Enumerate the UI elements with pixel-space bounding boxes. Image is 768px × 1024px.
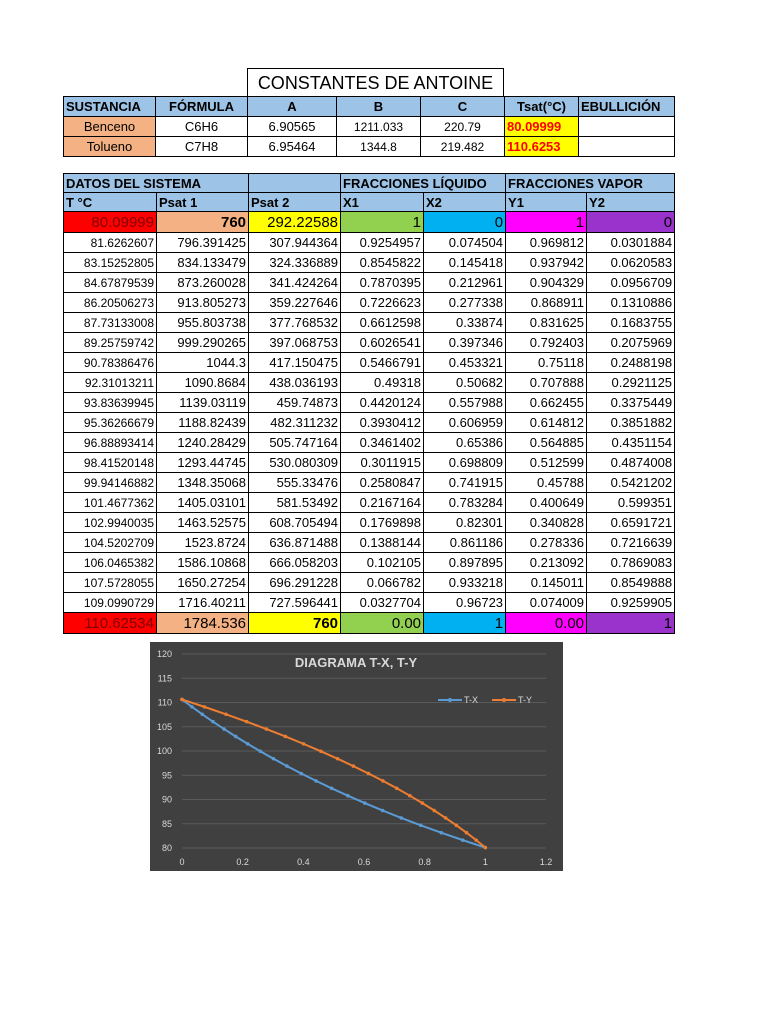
psat2-cell[interactable]: 666.058203	[249, 553, 341, 573]
x-tick-label: 0.4	[297, 857, 310, 867]
x1-cell[interactable]: 0.7870395	[341, 273, 424, 293]
legend-tx-label: T-X	[464, 695, 479, 705]
t-x-point	[346, 794, 350, 798]
t-y-point	[265, 727, 269, 731]
x2-cell[interactable]: 0.933218	[424, 573, 506, 593]
table-row	[64, 593, 675, 613]
t-y-point	[319, 749, 323, 753]
x1-cell[interactable]: 0.066782	[341, 573, 424, 593]
y2-cell[interactable]: 0.8549888	[587, 573, 675, 593]
t-y-point	[432, 809, 436, 813]
t-cell[interactable]: 92.31013211	[64, 373, 157, 393]
psat2-cell[interactable]: 324.336889	[249, 253, 341, 273]
ebullicion-cell[interactable]	[579, 117, 675, 137]
x1-cell[interactable]: 0.0327704	[341, 593, 424, 613]
y1-cell[interactable]: 0.75118	[506, 353, 587, 373]
y2-cell[interactable]: 0.5421202	[587, 473, 675, 493]
psat1-cell[interactable]: 955.803738	[157, 313, 249, 333]
x2-cell[interactable]: 0.145418	[424, 253, 506, 273]
col-sustancia: SUSTANCIA	[64, 97, 156, 117]
x1-cell[interactable]: 0.00	[341, 613, 424, 634]
t-y-point	[180, 698, 184, 702]
t-cell[interactable]: 98.41520148	[64, 453, 157, 473]
table-row	[64, 513, 675, 533]
psat1-cell[interactable]: 999.290265	[157, 333, 249, 353]
y1-cell[interactable]: 0.831625	[506, 313, 587, 333]
a-cell[interactable]: 6.95464	[248, 137, 337, 157]
x1-cell[interactable]: 0.1769898	[341, 513, 424, 533]
formula-cell[interactable]: C7H8	[156, 137, 248, 157]
x-tick-label: 0.8	[418, 857, 431, 867]
t-y-point	[381, 779, 385, 783]
y2-cell[interactable]: 0.7869083	[587, 553, 675, 573]
t-cell[interactable]: 86.20506273	[64, 293, 157, 313]
y1-cell[interactable]: 0.145011	[506, 573, 587, 593]
x2-cell[interactable]: 0.861186	[424, 533, 506, 553]
col-c: C	[421, 97, 505, 117]
t-y-point	[395, 786, 399, 790]
table-row	[64, 533, 675, 553]
x1-cell[interactable]: 0.3011915	[341, 453, 424, 473]
x-tick-label: 0.2	[236, 857, 249, 867]
antoine-title: CONSTANTES DE ANTOINE	[247, 68, 504, 97]
table-row	[64, 353, 675, 373]
psat2-cell[interactable]: 530.080309	[249, 453, 341, 473]
col-ebullicion: EBULLICIÓN	[579, 97, 675, 117]
psat1-cell[interactable]: 1463.52575	[157, 513, 249, 533]
x-tick-label: 0	[179, 857, 185, 867]
t-y-point	[284, 735, 288, 739]
tsat-cell[interactable]: 110.6253	[505, 137, 579, 157]
y2-cell[interactable]: 0.599351	[587, 493, 675, 513]
psat1-cell[interactable]: 1586.10868	[157, 553, 249, 573]
antoine-row-benceno	[64, 117, 675, 137]
t-cell[interactable]: 90.78386476	[64, 353, 157, 373]
table-row	[64, 473, 675, 493]
y1-cell[interactable]: 0.45788	[506, 473, 587, 493]
psat2-cell[interactable]: 608.705494	[249, 513, 341, 533]
t-cell[interactable]: 101.4677362	[64, 493, 157, 513]
table-row	[64, 333, 675, 353]
y1-cell[interactable]: 0.937942	[506, 253, 587, 273]
y2-cell[interactable]: 0.3375449	[587, 393, 675, 413]
x2-cell[interactable]: 0.65386	[424, 433, 506, 453]
psat2-cell[interactable]: 581.53492	[249, 493, 341, 513]
t-y-point	[245, 720, 249, 724]
col-b: B	[337, 97, 421, 117]
y-tick-label: 105	[156, 721, 172, 732]
t-cell[interactable]: 110.62534	[64, 613, 157, 634]
psat2-cell[interactable]: 636.871488	[249, 533, 341, 553]
psat2-cell[interactable]: 397.068753	[249, 333, 341, 353]
y1-cell[interactable]: 0.564885	[506, 433, 587, 453]
t-cell[interactable]: 106.0465382	[64, 553, 157, 573]
t-x-point	[399, 816, 403, 820]
y2-cell[interactable]: 0.2075969	[587, 333, 675, 353]
table-row	[64, 493, 675, 513]
x2-cell[interactable]: 0.606959	[424, 413, 506, 433]
y2-cell[interactable]: 0.0620583	[587, 253, 675, 273]
x2-cell[interactable]: 0.212961	[424, 273, 506, 293]
y1-cell[interactable]: 0.969812	[506, 233, 587, 253]
b-cell[interactable]: 1211.033	[337, 117, 421, 137]
t-cell[interactable]: 102.9940035	[64, 513, 157, 533]
ebullicion-cell[interactable]	[579, 137, 675, 157]
t-cell[interactable]: 107.5728055	[64, 573, 157, 593]
table-row	[64, 373, 675, 393]
y-tick-label: 95	[161, 770, 172, 781]
y2-cell[interactable]: 0.1683755	[587, 313, 675, 333]
sustancia-cell[interactable]: Benceno	[64, 117, 156, 137]
psat1-cell[interactable]: 1188.82439	[157, 413, 249, 433]
system-title-blank	[249, 174, 341, 193]
x2-cell[interactable]: 0.50682	[424, 373, 506, 393]
y1-cell[interactable]: 0.00	[506, 613, 587, 634]
y1-cell[interactable]: 0.868911	[506, 293, 587, 313]
y1-cell[interactable]: 0.792403	[506, 333, 587, 353]
table-row	[64, 253, 675, 273]
sustancia-cell[interactable]: Tolueno	[64, 137, 156, 157]
psat2-cell[interactable]: 377.768532	[249, 313, 341, 333]
x1-cell[interactable]: 0.7226623	[341, 293, 424, 313]
x1-cell[interactable]: 0.8545822	[341, 253, 424, 273]
col-psat2: Psat 2	[249, 193, 341, 212]
antoine-header-row	[64, 97, 675, 117]
t-x-point	[299, 772, 303, 776]
x1-cell[interactable]: 0.5466791	[341, 353, 424, 373]
psat1-cell[interactable]: 760	[157, 212, 249, 233]
x1-cell[interactable]: 1	[341, 212, 424, 233]
y1-cell[interactable]: 0.400649	[506, 493, 587, 513]
y2-cell[interactable]: 0.4874008	[587, 453, 675, 473]
t-cell[interactable]: 104.5202709	[64, 533, 157, 553]
psat1-cell[interactable]: 796.391425	[157, 233, 249, 253]
t-y-point	[455, 824, 459, 828]
psat2-cell[interactable]: 359.227646	[249, 293, 341, 313]
y2-cell[interactable]: 0.1310886	[587, 293, 675, 313]
psat1-cell[interactable]: 1784.536	[157, 613, 249, 634]
x1-cell[interactable]: 0.3461402	[341, 433, 424, 453]
vapor-fractions-title: FRACCIONES VAPOR	[506, 174, 675, 193]
psat2-cell[interactable]: 307.944364	[249, 233, 341, 253]
t-x-point	[381, 809, 385, 813]
legend-tx-marker	[448, 698, 452, 702]
y2-cell[interactable]: 0.0956709	[587, 273, 675, 293]
y1-cell[interactable]: 0.340828	[506, 513, 587, 533]
y2-cell[interactable]: 0.4351154	[587, 433, 675, 453]
x1-cell[interactable]: 0.102105	[341, 553, 424, 573]
x-tick-label: 0.6	[357, 857, 371, 867]
liquid-fractions-title: FRACCIONES LÍQUIDO	[341, 174, 506, 193]
tx-ty-chart[interactable]	[150, 642, 563, 871]
psat1-cell[interactable]: 1293.44745	[157, 453, 249, 473]
psat1-cell[interactable]: 1405.03101	[157, 493, 249, 513]
antoine-table	[63, 96, 675, 157]
table-row	[64, 393, 675, 413]
t-cell[interactable]: 96.88893414	[64, 433, 157, 453]
formula-cell[interactable]: C6H6	[156, 117, 248, 137]
y-tick-label: 115	[157, 673, 172, 684]
table-row	[64, 573, 675, 593]
col-psat1: Psat 1	[157, 193, 249, 212]
x2-cell[interactable]: 0.074504	[424, 233, 506, 253]
table-row	[64, 293, 675, 313]
t-y-point	[421, 801, 425, 805]
x2-cell[interactable]: 0.698809	[424, 453, 506, 473]
x2-cell[interactable]: 0.277338	[424, 293, 506, 313]
y2-cell[interactable]: 0.2921125	[587, 373, 675, 393]
t-x-point	[222, 727, 226, 731]
x1-cell[interactable]: 0.2580847	[341, 473, 424, 493]
t-x-point	[272, 757, 276, 761]
system-title: DATOS DEL SISTEMA	[64, 174, 249, 193]
table-row	[64, 433, 675, 453]
y1-cell[interactable]: 0.213092	[506, 553, 587, 573]
x2-cell[interactable]: 0.82301	[424, 513, 506, 533]
x2-cell[interactable]: 0	[424, 212, 506, 233]
col-tsat: Tsat(°C)	[505, 97, 579, 117]
tsat-cell[interactable]: 80.09999	[505, 117, 579, 137]
table-row-last	[64, 613, 675, 634]
x2-cell[interactable]: 0.33874	[424, 313, 506, 333]
y1-cell[interactable]: 0.904329	[506, 273, 587, 293]
psat1-cell[interactable]: 1650.27254	[157, 573, 249, 593]
t-y-point	[408, 794, 412, 798]
t-x-point	[190, 705, 194, 709]
y2-cell[interactable]: 0.7216639	[587, 533, 675, 553]
t-cell[interactable]: 80.09999	[64, 212, 157, 233]
x-tick-label: 1.2	[539, 857, 553, 867]
col-formula: FÓRMULA	[156, 97, 248, 117]
psat1-cell[interactable]: 1090.8684	[157, 373, 249, 393]
col-x1: X1	[341, 193, 424, 212]
c-cell[interactable]: 219.482	[421, 137, 505, 157]
t-y-point	[352, 764, 356, 768]
y2-cell[interactable]: 1	[587, 613, 675, 634]
psat1-cell[interactable]: 834.133479	[157, 253, 249, 273]
y-tick-label: 85	[161, 818, 172, 829]
t-x-point	[419, 824, 423, 828]
t-y-point	[474, 838, 478, 842]
t-x-point	[234, 735, 238, 739]
table-row	[64, 553, 675, 573]
y-tick-label: 80	[161, 843, 172, 853]
psat1-cell[interactable]: 873.260028	[157, 273, 249, 293]
x2-cell[interactable]: 0.741915	[424, 473, 506, 493]
t-x-point	[461, 838, 465, 842]
psat2-cell[interactable]: 727.596441	[249, 593, 341, 613]
psat2-cell[interactable]: 760	[249, 613, 341, 634]
y1-cell[interactable]: 0.278336	[506, 533, 587, 553]
y2-cell[interactable]: 0.2488198	[587, 353, 675, 373]
psat2-cell[interactable]: 417.150475	[249, 353, 341, 373]
t-cell[interactable]: 87.73133008	[64, 313, 157, 333]
x1-cell[interactable]: 0.49318	[341, 373, 424, 393]
chart-title: DIAGRAMA T-X, T-Y	[294, 655, 418, 670]
t-cell[interactable]: 89.25759742	[64, 333, 157, 353]
psat1-cell[interactable]: 1240.28429	[157, 433, 249, 453]
y1-cell[interactable]: 0.614812	[506, 413, 587, 433]
col-x2: X2	[424, 193, 506, 212]
y-tick-label: 100	[156, 746, 172, 756]
table-row	[64, 233, 675, 253]
y-tick-label: 90	[161, 794, 172, 805]
x2-cell[interactable]: 0.96723	[424, 593, 506, 613]
x2-cell[interactable]: 0.557988	[424, 393, 506, 413]
x2-cell[interactable]: 1	[424, 613, 506, 634]
t-cell[interactable]: 95.36266679	[64, 413, 157, 433]
t-x-point	[211, 720, 215, 724]
y-tick-label: 110	[157, 697, 172, 708]
x1-cell[interactable]: 0.1388144	[341, 533, 424, 553]
t-cell[interactable]: 84.67879539	[64, 273, 157, 293]
y1-cell[interactable]: 0.074009	[506, 593, 587, 613]
psat2-cell[interactable]: 555.33476	[249, 473, 341, 493]
col-a: A	[248, 97, 337, 117]
x-tick-label: 1	[482, 857, 488, 867]
t-cell[interactable]: 83.15252805	[64, 253, 157, 273]
system-header-row	[64, 193, 675, 212]
t-y-point	[484, 846, 488, 850]
t-y-point	[336, 757, 340, 761]
table-row	[64, 273, 675, 293]
antoine-row-tolueno	[64, 137, 675, 157]
table-row	[64, 453, 675, 473]
t-y-point	[465, 831, 469, 835]
y1-cell[interactable]: 0.512599	[506, 453, 587, 473]
t-x-point	[330, 786, 334, 790]
y1-cell[interactable]: 0.662455	[506, 393, 587, 413]
psat1-cell[interactable]: 1044.3	[157, 353, 249, 373]
x1-cell[interactable]: 0.4420124	[341, 393, 424, 413]
psat1-cell[interactable]: 1139.03119	[157, 393, 249, 413]
t-x-point	[246, 742, 250, 746]
col-y1: Y1	[506, 193, 587, 212]
legend-ty-marker	[502, 698, 506, 702]
y2-cell[interactable]: 0.9259905	[587, 593, 675, 613]
table-row	[64, 313, 675, 333]
legend-ty-label: T-Y	[518, 695, 533, 705]
t-x-point	[200, 712, 204, 716]
chart-background	[150, 642, 563, 871]
t-y-point	[367, 772, 371, 776]
x1-cell[interactable]: 0.9254957	[341, 233, 424, 253]
b-cell[interactable]: 1344.8	[337, 137, 421, 157]
t-x-point	[285, 764, 289, 768]
psat2-cell[interactable]: 505.747164	[249, 433, 341, 453]
t-cell[interactable]: 99.94146882	[64, 473, 157, 493]
psat1-cell[interactable]: 1716.40211	[157, 593, 249, 613]
y2-cell[interactable]: 0	[587, 212, 675, 233]
y2-cell[interactable]: 0.0301884	[587, 233, 675, 253]
y2-cell[interactable]: 0.3851882	[587, 413, 675, 433]
system-table	[63, 173, 675, 634]
t-cell[interactable]: 109.0990729	[64, 593, 157, 613]
t-x-point	[258, 749, 262, 753]
system-data-rows	[64, 233, 675, 613]
col-t: T °C	[64, 193, 157, 212]
psat2-cell[interactable]: 341.424264	[249, 273, 341, 293]
psat2-cell[interactable]: 438.036193	[249, 373, 341, 393]
x1-cell[interactable]: 0.6026541	[341, 333, 424, 353]
y2-cell[interactable]: 0.6591721	[587, 513, 675, 533]
x2-cell[interactable]: 0.397346	[424, 333, 506, 353]
x1-cell[interactable]: 0.6612598	[341, 313, 424, 333]
col-y2: Y2	[587, 193, 675, 212]
psat2-cell[interactable]: 459.74873	[249, 393, 341, 413]
t-x-point	[439, 831, 443, 835]
t-y-point	[302, 742, 306, 746]
x2-cell[interactable]: 0.897895	[424, 553, 506, 573]
a-cell[interactable]: 6.90565	[248, 117, 337, 137]
psat2-cell[interactable]: 292.22588	[249, 212, 341, 233]
y-tick-label: 120	[156, 649, 172, 659]
psat2-cell[interactable]: 482.311232	[249, 413, 341, 433]
x2-cell[interactable]: 0.453321	[424, 353, 506, 373]
t-y-point	[203, 705, 207, 709]
y1-cell[interactable]: 1	[506, 212, 587, 233]
system-group-header-row	[64, 174, 675, 193]
y1-cell[interactable]: 0.707888	[506, 373, 587, 393]
t-cell[interactable]: 93.83639945	[64, 393, 157, 413]
psat1-cell[interactable]: 1523.8724	[157, 533, 249, 553]
psat2-cell[interactable]: 696.291228	[249, 573, 341, 593]
t-cell[interactable]: 81.6262607	[64, 233, 157, 253]
x1-cell[interactable]: 0.2167164	[341, 493, 424, 513]
psat1-cell[interactable]: 913.805273	[157, 293, 249, 313]
t-x-point	[314, 779, 318, 783]
x2-cell[interactable]: 0.783284	[424, 493, 506, 513]
t-y-point	[444, 816, 448, 820]
table-row	[64, 413, 675, 433]
t-y-point	[224, 712, 228, 716]
x1-cell[interactable]: 0.3930412	[341, 413, 424, 433]
t-x-point	[363, 801, 367, 805]
psat1-cell[interactable]: 1348.35068	[157, 473, 249, 493]
table-row-first	[64, 212, 675, 233]
c-cell[interactable]: 220.79	[421, 117, 505, 137]
